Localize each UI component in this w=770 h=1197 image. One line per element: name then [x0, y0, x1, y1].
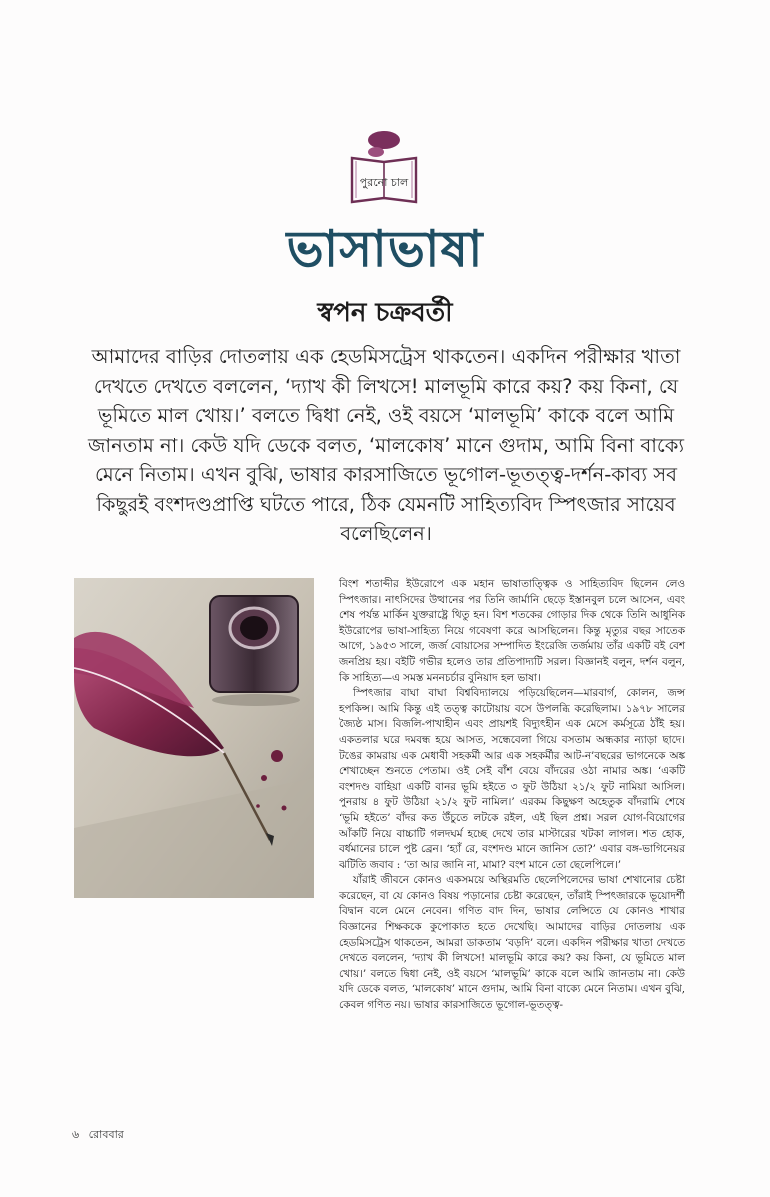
headline: ভাসাভাষা [286, 220, 484, 278]
body-paragraph: যাঁরাই জীবনে কোনও একসময়ে অস্থিরমতি ছেলেপিলেদের ভাষা শেখানোর চেষ্টা করেছেন, বা যে কোনও বিষয় পড়ানোর চেষ্টা করেছেন, তাঁরাই স্পিৎজারকে ভূয়োদর্শী বিদ্বান বলে মেনে নেবেন। গণিত বাদ দিন, ভাষার লেন্সিতে যে কোনও শাখার বিজ্ঞানের শিক্ষককে কুপোকাত হতে দেখেছি। আমাদের বাড়ির দোতলায় এক হেডমিসট্রেস থাকতেন, আমরা ডাকতাম ‘বড়দি’ বলে। একদিন পরীক্ষার খাতা দেখতে দেখতে বললেন, ‘দ্যাখ কী লিখসে! মালভূমি কারে কয়? কয় কিনা, যে ভূমিতে মাল খোয়।’ বলতে দ্বিধা নেই, ওই বয়সে ‘মালভূমি’ কাকে বলে আমি জানতাম না। কেউ যদি ডেকে বলত, ‘মালকোষ’ মানে গুদাম, আমি বিনা বাক্যে মেনে নিতাম। এখন বুঝি, কেবল গণিত নয়। ভাষার কারসাজিতে ভূগোল-ভূতত্ত্ব- [339, 874, 685, 1012]
intro-standfirst: আমাদের বাড়ির দোতলায় এক হেডমিসট্রেস থাকতেন। একদিন পরীক্ষার খাতা দেখতে দেখতে বললেন, ‘দ্যাখ কী লিখসে! মালভূমি কারে কয়? কয় কিনা, যে ভূমিতে মাল খোয়।’ বলতে দ্বিধা নেই, ওই বয়সে ‘মালভূমি’ কাকে বলে আমি জানতাম না। কেউ যদি ডেকে বলত, ‘মালকোষ’ মানে গুদাম, আমি বিনা বাক্যে মেনে নিতাম। এখন বুঝি, ভাষার কারসাজিতে ভূগোল-ভূতত্ত্ব-দর্শন-কাব্য সব কিছুরই বংশদণ্ডপ্রাপ্তি ঘটতে পারে, ঠিক যেমনটি সাহিত্যবিদ স্পিৎজার সায়েব বলেছিলেন। [87, 345, 685, 545]
page-footer [72, 1126, 124, 1145]
body-paragraph: স্পিৎজার বাঘা বাঘা বিশ্ববিদ্যালয়ে পড়িয়েছিলেন—মারবার্গ, কোলন, জন্স হপকিন্স। আমি কিন্তু এই তত্ত্ব কাটোয়ায় বসে উপলব্ধি করেছিলাম। ১৯৭৮ সালের জ্যৈষ্ঠ মাস। বিজলি-পাখাহীন এবং প্রায়শই বিদ্যুৎহীন এক মেসে কর্মসূত্রে ঠাঁই হয়। একতলার ঘরে দমবন্ধ হয়ে আসত, সন্ধেবেলা গিয়ে বসতাম অন্ধকার ন্যাড়া ছাদে। টঙের কামরায় এক মেধাবী সহকর্মী আর এক সহকর্মীর আট-ন’বছরের ভাগনেকে অঙ্ক শেখাচ্ছেন শুনতে পেতাম। ওই সেই বাঁশ বেয়ে বাঁদরের ওঠা নামার অঙ্ক। ‘একটি বংশদণ্ড বাহিয়া একটি বানর ভূমি হইতে ৩ ফুট উঠিয়া ২১/২ ফুট নামিয়া আসিল। পুনরায় ৪ ফুট উঠিয়া ২১/২ ফুট নামিল।’ এরকম কিছুক্ষণ অহেতুক বাঁদরামি শেষে ‘ভূমি হইতে’ বাঁদর কত উঁচুতে লটকে রইল, এই ছিল প্রশ্ন। সরল যোগ-বিয়োগের আঁকটি নিয়ে বাচ্চাটি গলদঘর্ম হচ্ছে দেখে তার মাস্টারের খটকা লাগল। শত হোক, বর্ধমানের চালে পুষ্ট ব্রেন। ‘হ্যাঁ রে, বংশদণ্ড মানে জানিস তো?’ এবার বঙ্গ-ভাগিনেয়র ঝটিতি জবাব : ‘তা আর জানি না, মামা? বংশ মানে তো ছেলেপিলে।’ [339, 687, 685, 871]
section-badge [350, 128, 418, 206]
publication-name: রোববার [88, 1128, 124, 1141]
body-paragraph: বিংশ শতাব্দীর ইউরোপে এক মহান ভাষাতাত্ত্বিক ও সাহিত্যবিদ ছিলেন লেও স্পিৎজার। নাৎসিদের উত্থানের পর তিনি জার্মানি ছেড়ে ইস্তানবুল চলে আসেন, এবং শেষ পর্যন্ত মার্কিন যুক্তরাষ্ট্রে থিতু হন। বিশ শতকের গোড়ার দিক থেকে তিনি আধুনিক ইউরোপের ভাষা-সাহিত্য নিয়ে গবেষণা করে আসছিলেন। কিন্তু মৃত্যুর বছর সাতেক আগে, ১৯৫৩ সালে, জর্জ বোয়াসের সম্পাদিত ইংরেজি তর্জমায় তাঁর একটি বই বেশ জনপ্রিয় হয়। বইটি গভীর হলেও তার প্রতিপাদ্যটি সরল। বিজ্ঞানই বলুন, দর্শন বলুন, কি সাহিত্য—এ সমস্ত মননচর্চার বুনিয়াদ হল ভাষা। [339, 578, 685, 684]
book-speech-bubble-icon [350, 128, 418, 206]
inkwell-and-quill-image [74, 578, 314, 898]
article-body [339, 577, 685, 1014]
page-number: ৬ [72, 1128, 80, 1141]
author-byline: স্বপন চক্রবর্তী [317, 298, 453, 328]
section-badge-label: পুরনো চাল [359, 176, 409, 189]
